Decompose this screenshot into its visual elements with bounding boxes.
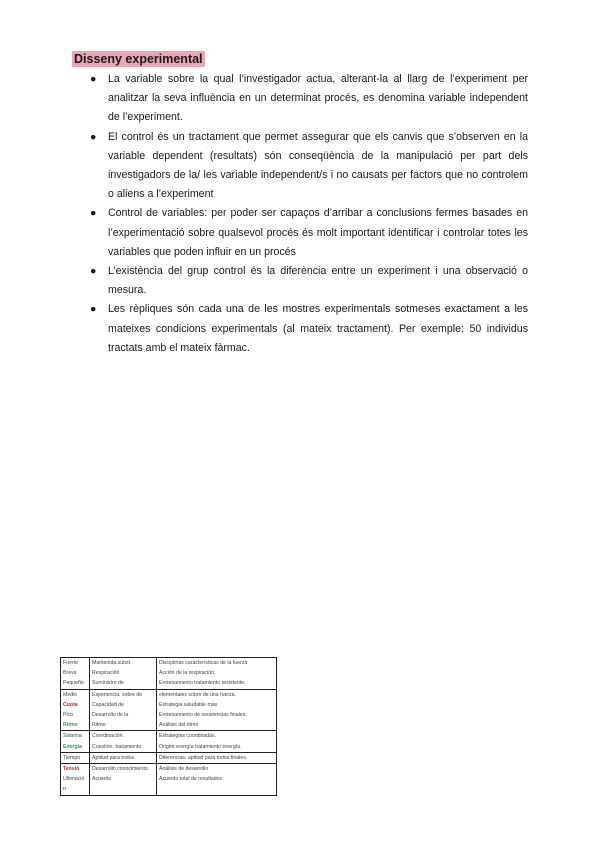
list-item-text: Les rèpliques són cada una de les mostres experimentals sotmeses exactament a les mateixes condicions experimentals (al mateix tractament). Per exemple: 50 individus tractats amb el mateix fàrmac. <box>108 303 528 354</box>
table-cell-c1: Pico <box>61 710 90 720</box>
table-cell-c3: Acuerdo total de resultados <box>157 774 277 784</box>
bullet-icon: ● <box>90 265 97 278</box>
bullet-icon: ● <box>90 303 97 316</box>
table-cell-c2: Suministro de <box>90 678 157 689</box>
table-cell-c3: elementales sobre de una fuerza. <box>157 689 277 700</box>
list-item <box>88 204 528 262</box>
table-row <box>61 784 277 795</box>
table-row <box>61 710 277 720</box>
table-cell-c3: Análisis de desarrollo <box>157 764 277 775</box>
table-cell-c3: Disciplinas características de la fuerza <box>157 658 277 669</box>
table-cell-c2: Mantenida.subst. <box>90 658 157 669</box>
table-cell-c2: Desarrollo de la <box>90 710 157 720</box>
bullet-icon: ● <box>90 207 97 220</box>
table-row <box>61 689 277 700</box>
table-cell-c2: Desarrollo.conocimiento. <box>90 764 157 775</box>
table-cell-c1: Breve <box>61 668 90 678</box>
table-cell-c2 <box>90 784 157 795</box>
bullet-icon: ● <box>90 73 97 85</box>
list-item <box>88 70 528 128</box>
table-row <box>61 720 277 731</box>
table-row <box>61 700 277 710</box>
section-heading: Disseny experimental <box>74 52 203 66</box>
list-item <box>88 262 528 300</box>
table-cell-c2: Aptitud para todos <box>90 752 157 763</box>
list-item-text: L’existència del grup control és la diferència entre un experiment i una observació o mesura. <box>108 265 528 297</box>
table-cell-c1: Ritmo <box>61 720 90 731</box>
table-row <box>61 752 277 763</box>
list-item-text: La variable sobre la qual l’investigador actua, alterant-la al llarg de l’experiment per analitzar la seva influència en un determinat procés, es denomina variable independent de l’experiment. <box>108 73 528 124</box>
table-row <box>61 678 277 689</box>
table-cell-c2: Experiencia. sobre de <box>90 689 157 700</box>
table-cell-c2: Respiración <box>90 668 157 678</box>
table-cell-c2: Cuestión. tratamiento <box>90 742 157 753</box>
table-row <box>61 774 277 784</box>
table-cell-c2: Acuerdo <box>90 774 157 784</box>
list-item-text: El control és un tractament que permet assegurar que els canvis que s’observen en la variable dependent (resultats) són conseqüència de la manipulació per part dels investigadors de la/ les variable independent/s i no causats per factors que no controlem o aliens a l’experiment <box>108 130 528 201</box>
table-cell-c3: Diferencias. aptitud para todos finales. <box>157 752 277 763</box>
table-cell-c3: Estrategia saludable más. <box>157 700 277 710</box>
table-cell-c1: Ultimació <box>61 774 90 784</box>
table-cell-c3: Análisis del ritmo <box>157 720 277 731</box>
list-item-text: Control de variables: per poder ser capaços d’arribar a conclusions fermes basades en l’experimentació sobre qualsevol procés és molt important identificar i controlar totes les variables que poden influir en un procés <box>108 207 528 258</box>
table-cell-c3: Origen energía tratamiento energía. <box>157 742 277 753</box>
list-item <box>88 128 528 205</box>
table-row <box>61 658 277 669</box>
table-cell-c1: Fuerte <box>61 658 90 669</box>
table-cell-c1: Energía <box>61 742 90 753</box>
table-cell-c3: Estrategias coordinadas. <box>157 731 277 742</box>
table-cell-c1: Pequeño <box>61 678 90 689</box>
table-cell-c1: n <box>61 784 90 795</box>
table-cell-c1: Medio <box>61 689 90 700</box>
table-cell-c1: Tiempo <box>61 752 90 763</box>
bullet-icon: ● <box>90 130 97 143</box>
table-cell-c3: Acción de la respiración. <box>157 668 277 678</box>
bullet-list <box>88 70 528 358</box>
table-row <box>61 742 277 753</box>
list-item <box>88 300 528 358</box>
table-row <box>61 764 277 775</box>
table-cell-c1: Tensió <box>61 764 90 775</box>
table-cell-c2: Coordinación. <box>90 731 157 742</box>
table-cell-c2: Capacidad de <box>90 700 157 710</box>
table-row <box>61 668 277 678</box>
table-cell-c1: Sistema <box>61 731 90 742</box>
summary-table <box>60 657 277 796</box>
table-cell-c3: Entrenamiento tratamiento resistente. <box>157 678 277 689</box>
table-cell-c3: Entrenamiento de resistencias finales. <box>157 710 277 720</box>
table-cell-c3 <box>157 784 277 795</box>
table-cell-c1: Cuota <box>61 700 90 710</box>
table-row <box>61 731 277 742</box>
table-cell-c2: Ritmo <box>90 720 157 731</box>
